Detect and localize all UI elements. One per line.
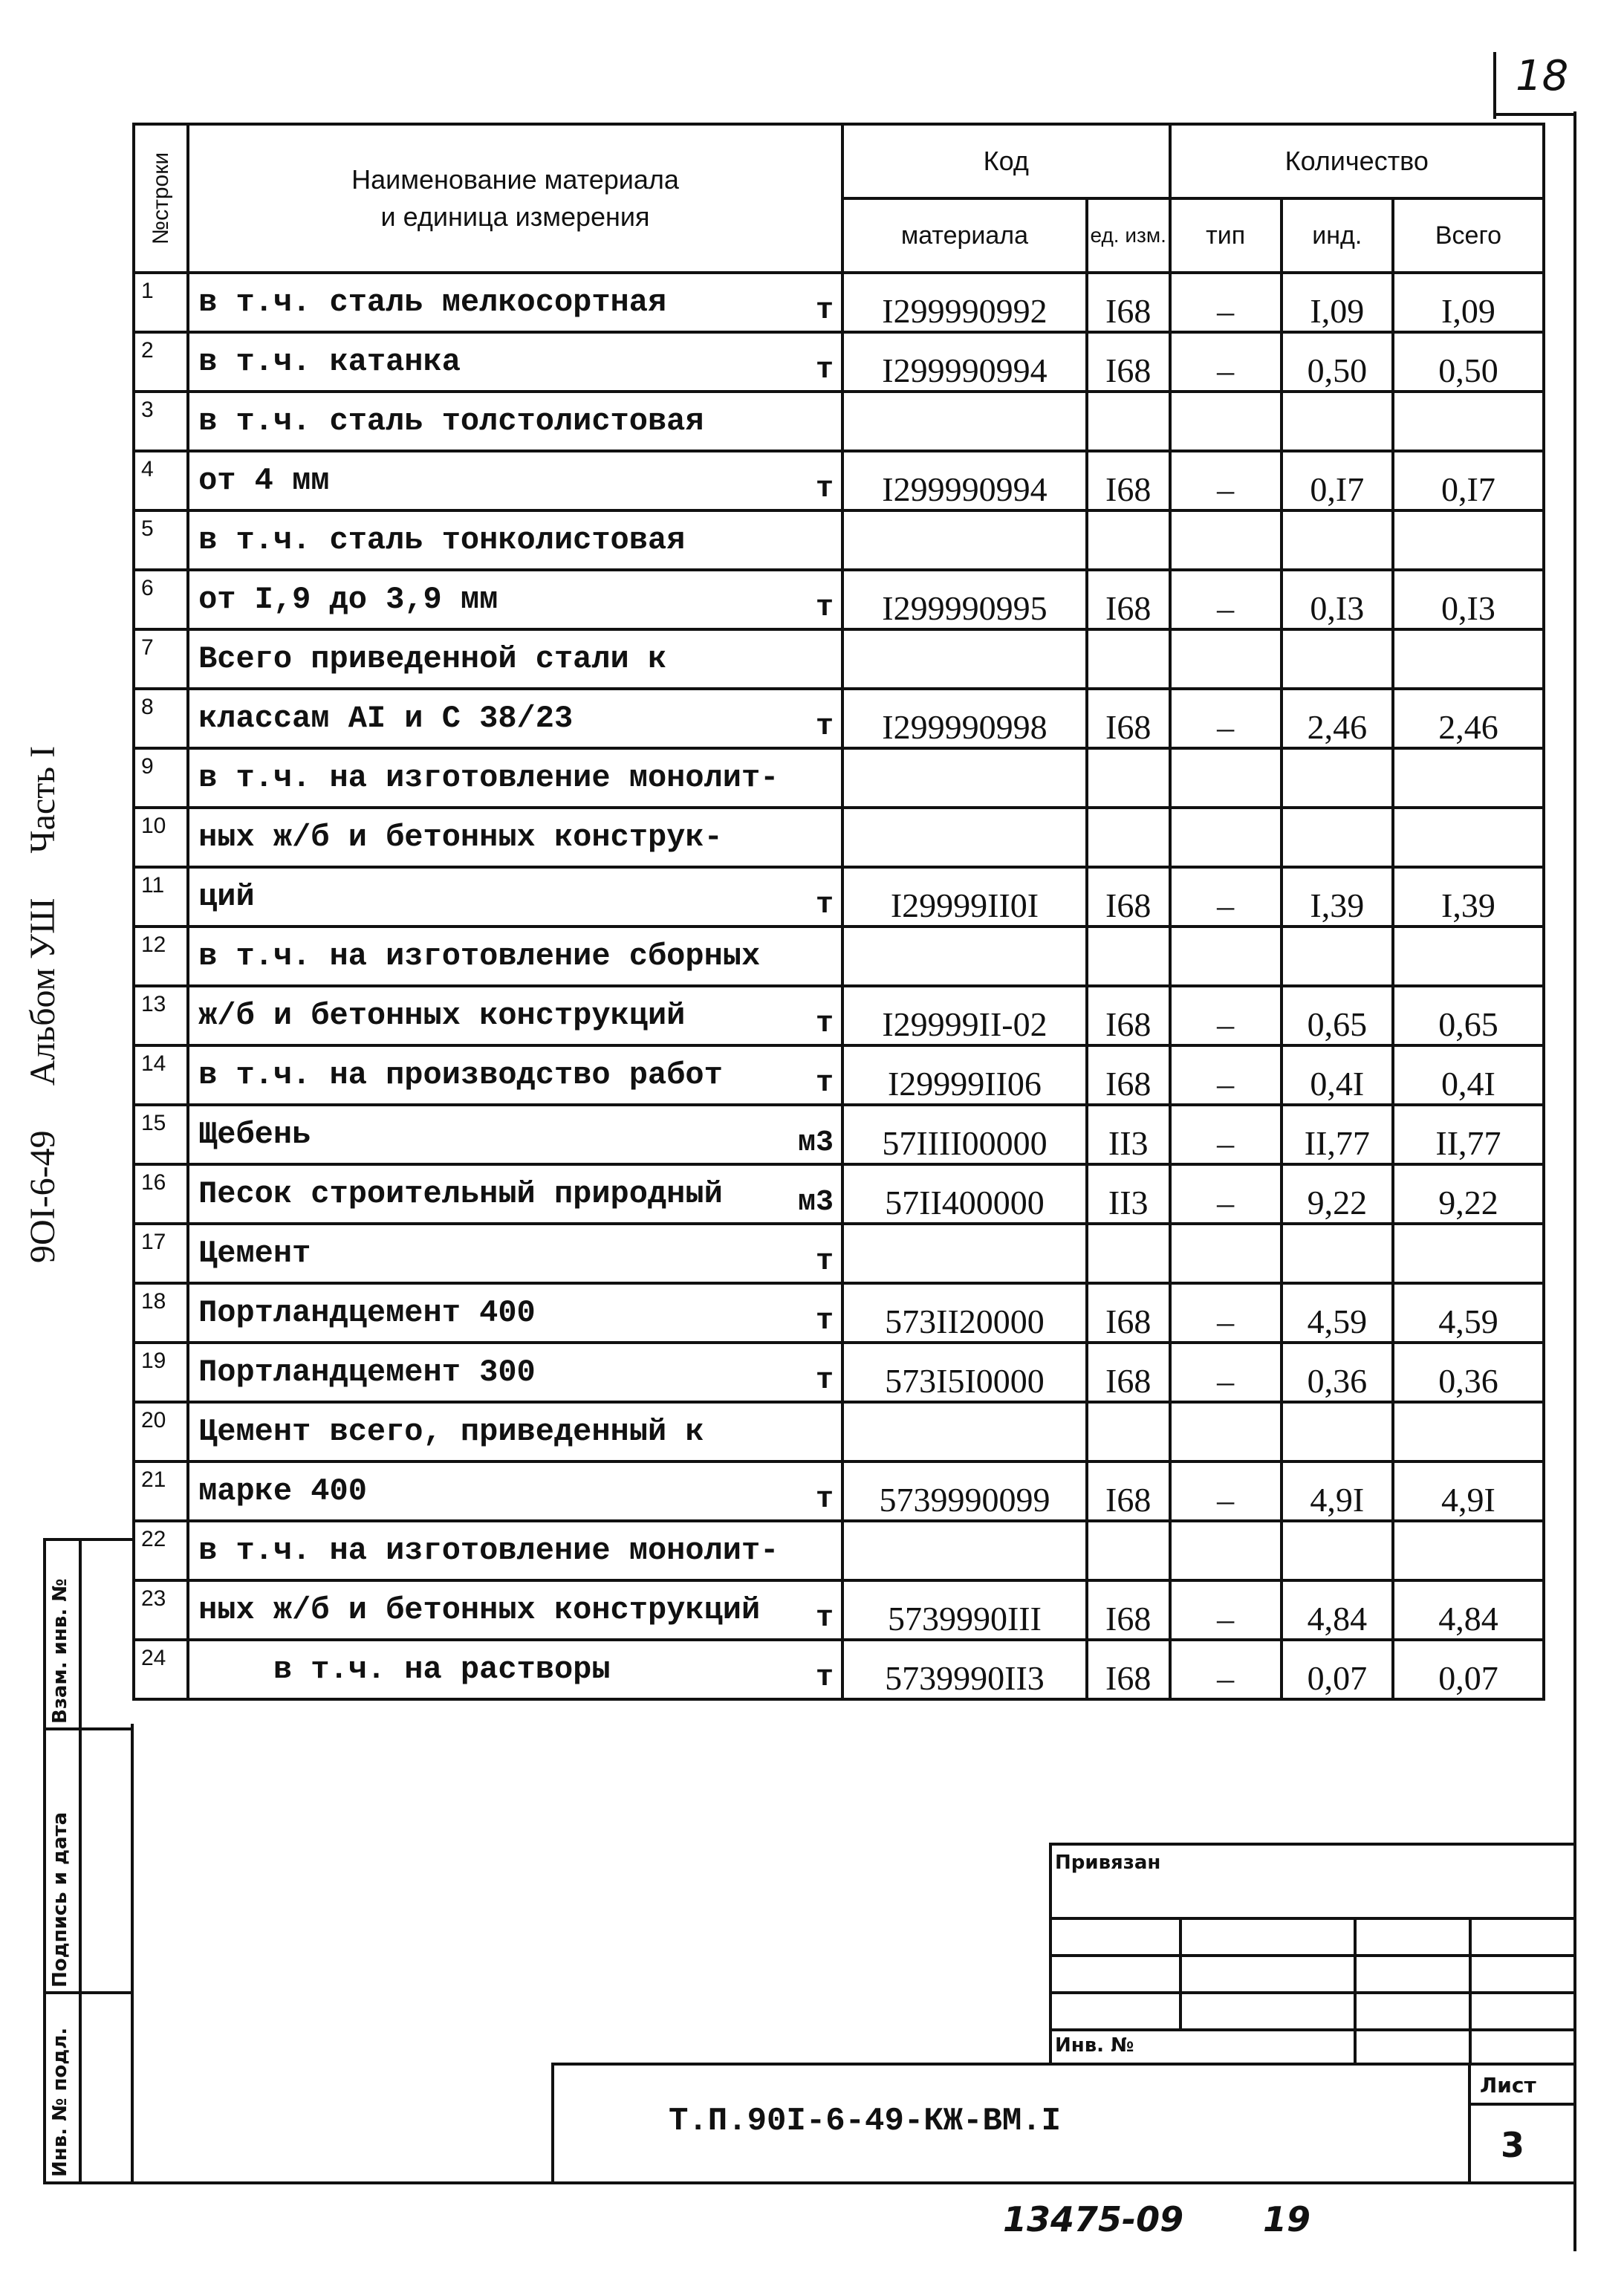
- material-name: [188, 867, 842, 927]
- row-number: 23: [134, 1580, 188, 1640]
- material-name-text: ных ж/б и бетонных конструкций: [198, 1592, 761, 1628]
- table-row: [134, 273, 1544, 332]
- unit-code: [1087, 927, 1170, 986]
- qty-ind: [1282, 629, 1393, 689]
- row-number: 24: [134, 1640, 188, 1699]
- qty-ind: 4,84: [1282, 1580, 1393, 1640]
- qty-total: [1393, 927, 1544, 986]
- material-code: 5739990III: [842, 1580, 1087, 1640]
- table-row: [134, 927, 1544, 986]
- qty-total: I,39: [1393, 867, 1544, 927]
- document-code: Т.П.90I-6-49-КЖ-ВМ.I: [669, 2103, 1062, 2140]
- material-name: [188, 392, 842, 451]
- unit-code: I68: [1087, 867, 1170, 927]
- unit-mark: т: [816, 591, 834, 625]
- unit-mark: м3: [798, 1126, 834, 1160]
- header-qty-group: Количество: [1170, 124, 1544, 198]
- qty-ind: I,09: [1282, 273, 1393, 332]
- header-total: Всего: [1393, 198, 1544, 273]
- material-name: [188, 1224, 842, 1283]
- stamp-podpis-label: Подпись и дата: [49, 1811, 71, 1988]
- material-name-text: Портландцемент 400: [198, 1295, 536, 1331]
- qty-type: –: [1170, 1283, 1282, 1343]
- material-code: 573I5I0000: [842, 1343, 1087, 1402]
- qty-total: [1393, 1521, 1544, 1580]
- table-row: [134, 1283, 1544, 1343]
- list-box-left: [1468, 2063, 1471, 2183]
- stamp-bottom: [43, 2181, 134, 2184]
- qty-type: [1170, 927, 1282, 986]
- qty-type: [1170, 1402, 1282, 1461]
- qty-type: –: [1170, 332, 1282, 392]
- table-row: [134, 986, 1544, 1045]
- table-row: [134, 1461, 1544, 1521]
- material-name: [188, 273, 842, 332]
- row-number: 13: [134, 986, 188, 1045]
- bottom-code: 13475-09: [1003, 2199, 1184, 2239]
- qty-total: 4,9I: [1393, 1461, 1544, 1521]
- table-row: [134, 1580, 1544, 1640]
- material-code: [842, 1521, 1087, 1580]
- material-code: I299990995: [842, 570, 1087, 629]
- materials-table: [132, 123, 1545, 1701]
- material-name-text: Песок строительный природный: [198, 1176, 723, 1212]
- material-code: I29999II0I: [842, 867, 1087, 927]
- material-name: [188, 1105, 842, 1164]
- qty-type: –: [1170, 273, 1282, 332]
- material-name: [188, 510, 842, 570]
- qty-ind: 4,9I: [1282, 1461, 1393, 1521]
- unit-mark: т: [816, 1305, 834, 1338]
- stamp-div-1: [43, 1727, 134, 1730]
- qty-type: –: [1170, 1461, 1282, 1521]
- page-number-top: 18: [1516, 52, 1569, 100]
- material-name-text: в т.ч. на растворы: [198, 1652, 611, 1687]
- material-name: [188, 1343, 842, 1402]
- bottom-page: 19: [1263, 2199, 1311, 2239]
- unit-code: I68: [1087, 1343, 1170, 1402]
- material-code: I299990992: [842, 273, 1087, 332]
- header-code-unit: ед. изм.: [1087, 198, 1170, 273]
- qty-total: 0,65: [1393, 986, 1544, 1045]
- material-name: [188, 1045, 842, 1105]
- qty-total: [1393, 748, 1544, 808]
- material-name: [188, 570, 842, 629]
- row-number: 17: [134, 1224, 188, 1283]
- material-name: [188, 1461, 842, 1521]
- header-type: тип: [1170, 198, 1282, 273]
- table-row: [134, 570, 1544, 629]
- material-name: [188, 927, 842, 986]
- qty-total: 4,84: [1393, 1580, 1544, 1640]
- inv-no-label: Инв. №: [1055, 2034, 1134, 2057]
- unit-mark: т: [816, 354, 834, 387]
- list-box-div: [1468, 2103, 1575, 2106]
- material-code: I29999II-02: [842, 986, 1087, 1045]
- qty-ind: [1282, 808, 1393, 867]
- stamp-outer-left: [43, 1538, 46, 2184]
- unit-code: I68: [1087, 1461, 1170, 1521]
- qty-type: [1170, 808, 1282, 867]
- qty-total: 4,59: [1393, 1283, 1544, 1343]
- table-row: [134, 392, 1544, 451]
- row-number: 3: [134, 392, 188, 451]
- doc-code-box-top: [551, 2063, 1575, 2066]
- material-name: [188, 332, 842, 392]
- qty-ind: [1282, 1521, 1393, 1580]
- material-name: [188, 1521, 842, 1580]
- row-number: 14: [134, 1045, 188, 1105]
- table-row: [134, 510, 1544, 570]
- qty-ind: [1282, 1224, 1393, 1283]
- table-row: [134, 629, 1544, 689]
- qty-ind: 4,59: [1282, 1283, 1393, 1343]
- qty-type: [1170, 629, 1282, 689]
- material-name: [188, 808, 842, 867]
- table-row: [134, 451, 1544, 510]
- material-code: [842, 629, 1087, 689]
- stamp-top: [43, 1538, 134, 1541]
- qty-type: –: [1170, 986, 1282, 1045]
- row-number: 20: [134, 1402, 188, 1461]
- header-rownum: №строки: [134, 124, 188, 273]
- qty-total: 0,4I: [1393, 1045, 1544, 1105]
- table-row: [134, 1105, 1544, 1164]
- material-name-text: ж/б и бетонных конструкций: [198, 998, 686, 1034]
- material-name-text: Цемент: [198, 1236, 311, 1271]
- qty-ind: 0,I3: [1282, 570, 1393, 629]
- unit-mark: т: [816, 1661, 834, 1695]
- title-block: [1049, 1843, 1575, 2066]
- row-number: 16: [134, 1164, 188, 1224]
- material-name: [188, 1402, 842, 1461]
- qty-ind: 9,22: [1282, 1164, 1393, 1224]
- header-ind: инд.: [1282, 198, 1393, 273]
- frame-left: [131, 1724, 134, 2184]
- qty-ind: 0,36: [1282, 1343, 1393, 1402]
- qty-type: [1170, 510, 1282, 570]
- side-label: 9OI-6-49 Альбом УШ Часть I: [23, 745, 62, 1263]
- privyazan-label: Привязан: [1055, 1852, 1161, 1874]
- material-code: [842, 808, 1087, 867]
- qty-ind: 0,07: [1282, 1640, 1393, 1699]
- qty-type: [1170, 392, 1282, 451]
- qty-total: [1393, 510, 1544, 570]
- material-code: [842, 1224, 1087, 1283]
- qty-ind: I,39: [1282, 867, 1393, 927]
- header-name: Наименование материала и единица измерения: [188, 124, 842, 273]
- unit-mark: т: [816, 889, 834, 922]
- material-name: [188, 451, 842, 510]
- unit-code: I68: [1087, 273, 1170, 332]
- material-name-text: Цемент всего, приведенный к: [198, 1414, 704, 1450]
- qty-type: –: [1170, 1580, 1282, 1640]
- qty-ind: 0,50: [1282, 332, 1393, 392]
- table-row: [134, 1521, 1544, 1580]
- material-code: 57IIII00000: [842, 1105, 1087, 1164]
- qty-type: –: [1170, 689, 1282, 748]
- unit-code: I68: [1087, 1580, 1170, 1640]
- material-name-text: от 4 мм: [198, 463, 330, 499]
- table-row: [134, 332, 1544, 392]
- material-code: I299990994: [842, 451, 1087, 510]
- qty-type: [1170, 748, 1282, 808]
- table-row: [134, 748, 1544, 808]
- qty-total: 0,50: [1393, 332, 1544, 392]
- material-code: [842, 927, 1087, 986]
- stamp-mid-left: [79, 1538, 82, 2184]
- material-code: I299990994: [842, 332, 1087, 392]
- qty-total: [1393, 1402, 1544, 1461]
- material-name-text: в т.ч. на изготовление сборных: [198, 938, 761, 974]
- material-name-text: ных ж/б и бетонных конструк-: [198, 820, 723, 855]
- material-code: 57II400000: [842, 1164, 1087, 1224]
- material-name-text: ций: [198, 879, 255, 915]
- row-number: 1: [134, 273, 188, 332]
- qty-total: I,09: [1393, 273, 1544, 332]
- unit-mark: т: [816, 1602, 834, 1635]
- row-number: 7: [134, 629, 188, 689]
- row-number: 2: [134, 332, 188, 392]
- material-code: I29999II06: [842, 1045, 1087, 1105]
- row-number: 11: [134, 867, 188, 927]
- qty-total: 0,07: [1393, 1640, 1544, 1699]
- material-name-text: Всего приведенной стали к: [198, 641, 667, 677]
- unit-code: II3: [1087, 1164, 1170, 1224]
- unit-mark: т: [816, 1245, 834, 1279]
- qty-total: [1393, 808, 1544, 867]
- material-code: 573II20000: [842, 1283, 1087, 1343]
- unit-code: II3: [1087, 1105, 1170, 1164]
- table-row: [134, 1164, 1544, 1224]
- qty-ind: [1282, 927, 1393, 986]
- row-number: 12: [134, 927, 188, 986]
- material-name-text: в т.ч. сталь толстолистовая: [198, 403, 704, 439]
- row-number: 8: [134, 689, 188, 748]
- qty-ind: [1282, 510, 1393, 570]
- table-row: [134, 1045, 1544, 1105]
- material-name-text: в т.ч. на изготовление монолит-: [198, 760, 779, 796]
- unit-mark: т: [816, 1483, 834, 1516]
- unit-mark: т: [816, 294, 834, 328]
- unit-mark: т: [816, 1364, 834, 1398]
- qty-ind: II,77: [1282, 1105, 1393, 1164]
- material-name: [188, 1283, 842, 1343]
- unit-code: [1087, 392, 1170, 451]
- qty-type: –: [1170, 1105, 1282, 1164]
- material-name-text: в т.ч. катанка: [198, 344, 461, 380]
- qty-total: 0,I3: [1393, 570, 1544, 629]
- material-name: [188, 629, 842, 689]
- list-number: 3: [1501, 2125, 1525, 2165]
- unit-mark: м3: [798, 1186, 834, 1219]
- material-name: [188, 986, 842, 1045]
- row-number: 18: [134, 1283, 188, 1343]
- material-name-text: в т.ч. сталь мелкосортная: [198, 285, 667, 320]
- unit-mark: т: [816, 1067, 834, 1100]
- material-name: [188, 748, 842, 808]
- row-number: 4: [134, 451, 188, 510]
- unit-mark: т: [816, 710, 834, 744]
- unit-code: [1087, 808, 1170, 867]
- stamp-vzam-label: Взам. инв. №: [49, 1578, 71, 1724]
- header-code-material: материала: [842, 198, 1087, 273]
- table-row: [134, 689, 1544, 748]
- material-name-text: марке 400: [198, 1473, 367, 1509]
- table-row: [134, 1640, 1544, 1699]
- qty-ind: 0,4I: [1282, 1045, 1393, 1105]
- unit-code: [1087, 1521, 1170, 1580]
- unit-code: I68: [1087, 570, 1170, 629]
- material-name-text: Портландцемент 300: [198, 1354, 536, 1390]
- qty-total: [1393, 392, 1544, 451]
- row-number: 19: [134, 1343, 188, 1402]
- qty-ind: 2,46: [1282, 689, 1393, 748]
- material-code: [842, 1402, 1087, 1461]
- row-number: 15: [134, 1105, 188, 1164]
- qty-type: –: [1170, 1164, 1282, 1224]
- unit-code: [1087, 748, 1170, 808]
- material-name: [188, 1580, 842, 1640]
- qty-type: –: [1170, 867, 1282, 927]
- list-label: Лист: [1480, 2073, 1536, 2097]
- qty-type: [1170, 1521, 1282, 1580]
- material-name: [188, 1640, 842, 1699]
- row-number: 22: [134, 1521, 188, 1580]
- qty-ind: 0,65: [1282, 986, 1393, 1045]
- stamp-inv-podl-label: Инв. № подл.: [49, 2027, 71, 2177]
- qty-total: [1393, 1224, 1544, 1283]
- qty-total: 9,22: [1393, 1164, 1544, 1224]
- doc-code-box-left: [551, 2063, 554, 2183]
- unit-code: I68: [1087, 1640, 1170, 1699]
- qty-type: –: [1170, 451, 1282, 510]
- row-number: 10: [134, 808, 188, 867]
- table-row: [134, 1402, 1544, 1461]
- material-code: [842, 392, 1087, 451]
- qty-type: [1170, 1224, 1282, 1283]
- qty-type: –: [1170, 1343, 1282, 1402]
- qty-type: –: [1170, 570, 1282, 629]
- row-number: 6: [134, 570, 188, 629]
- qty-ind: [1282, 1402, 1393, 1461]
- material-code: [842, 748, 1087, 808]
- qty-total: 0,36: [1393, 1343, 1544, 1402]
- header-code-group: Код: [842, 124, 1169, 198]
- qty-ind: [1282, 392, 1393, 451]
- unit-code: I68: [1087, 451, 1170, 510]
- unit-code: I68: [1087, 332, 1170, 392]
- unit-code: [1087, 1224, 1170, 1283]
- qty-total: [1393, 629, 1544, 689]
- unit-code: I68: [1087, 1045, 1170, 1105]
- material-code: I299990998: [842, 689, 1087, 748]
- qty-total: II,77: [1393, 1105, 1544, 1164]
- material-code: 5739990099: [842, 1461, 1087, 1521]
- material-name-text: в т.ч. на изготовление монолит-: [198, 1533, 779, 1568]
- row-number: 9: [134, 748, 188, 808]
- unit-code: I68: [1087, 1283, 1170, 1343]
- material-code: [842, 510, 1087, 570]
- material-name-text: в т.ч. на производство работ: [198, 1057, 723, 1093]
- table-row: [134, 1343, 1544, 1402]
- top-number-underline: [1493, 113, 1575, 116]
- unit-code: [1087, 629, 1170, 689]
- row-number: 5: [134, 510, 188, 570]
- unit-code: [1087, 1402, 1170, 1461]
- material-name-text: в т.ч. сталь тонколистовая: [198, 522, 686, 558]
- material-name-text: от I,9 до 3,9 мм: [198, 582, 498, 617]
- material-name: [188, 689, 842, 748]
- table-row: [134, 808, 1544, 867]
- qty-type: –: [1170, 1640, 1282, 1699]
- row-number: 21: [134, 1461, 188, 1521]
- unit-mark: т: [816, 1008, 834, 1041]
- frame-bottom: [131, 2181, 1576, 2184]
- qty-ind: 0,I7: [1282, 451, 1393, 510]
- stamp-div-2: [43, 1991, 134, 1994]
- table-row: [134, 1224, 1544, 1283]
- material-name: [188, 1164, 842, 1224]
- unit-code: I68: [1087, 986, 1170, 1045]
- material-name-text: классам AI и С 38/23: [198, 701, 574, 736]
- qty-type: –: [1170, 1045, 1282, 1105]
- unit-mark: т: [816, 473, 834, 506]
- top-number-divider: [1493, 52, 1496, 119]
- qty-ind: [1282, 748, 1393, 808]
- material-code: 5739990II3: [842, 1640, 1087, 1699]
- qty-total: 2,46: [1393, 689, 1544, 748]
- unit-code: I68: [1087, 689, 1170, 748]
- material-name-text: Щебень: [198, 1117, 311, 1152]
- unit-code: [1087, 510, 1170, 570]
- qty-total: 0,I7: [1393, 451, 1544, 510]
- table-row: [134, 867, 1544, 927]
